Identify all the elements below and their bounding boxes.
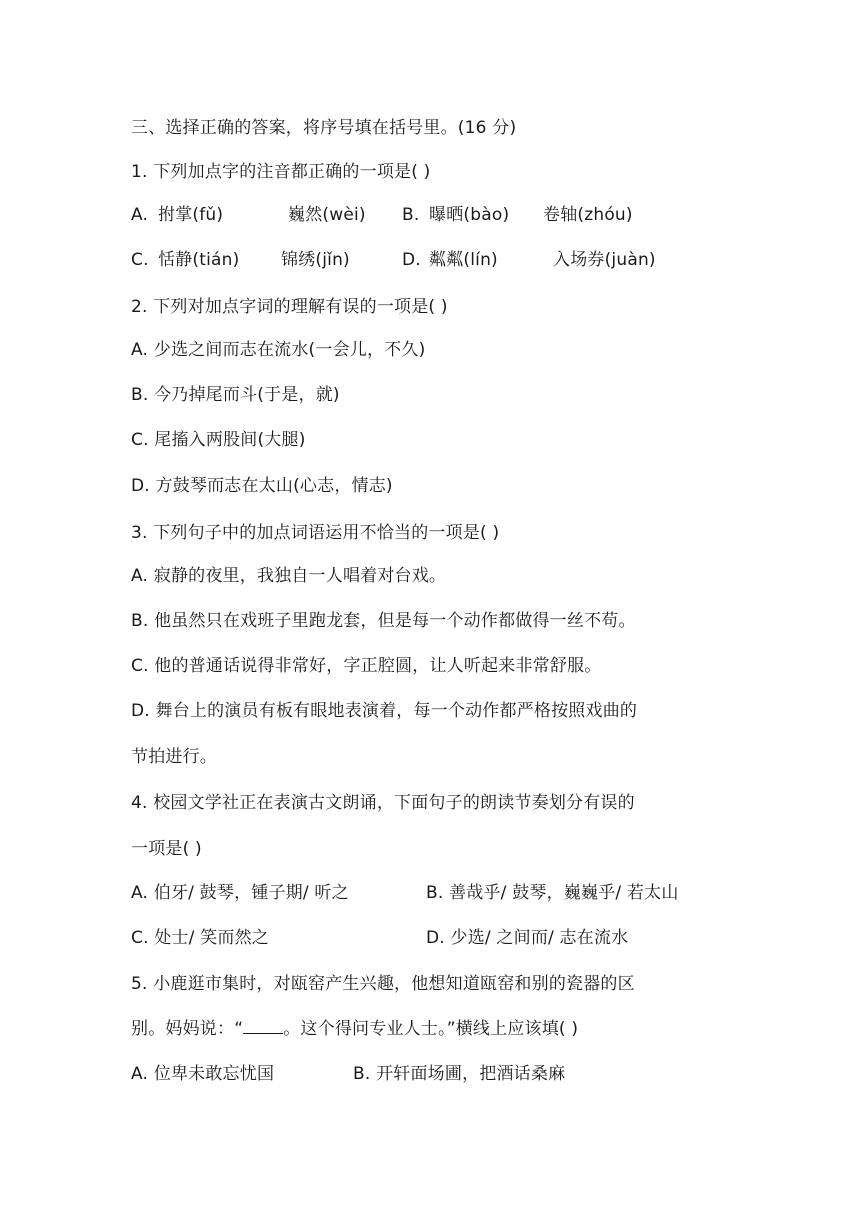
section-title: 三、选择正确的答案，将序号填在括号里。(16 分) bbox=[131, 118, 517, 138]
q1-options-row1 bbox=[131, 204, 751, 228]
q1-option-d-label: D. bbox=[402, 250, 421, 270]
q2-option-b: B. 今乃掉尾而斗(于是，就) bbox=[131, 385, 340, 405]
q3-option-a: A. 寂静的夜里，我独自一人唱着对台戏。 bbox=[131, 566, 447, 586]
q1-option-a-word2: 巍然(wèi) bbox=[288, 205, 366, 225]
q4-options-row2 bbox=[131, 927, 751, 951]
q5-stem-line2-after-blank: 。这个得问专业人士。”横线上应该填( ) bbox=[283, 1019, 579, 1039]
q3-option-d-line1: D. 舞台上的演员有板有眼地表演着，每一个动作都严格按照戏曲的 bbox=[131, 701, 638, 721]
q1-option-c-word1: 恬静(tián) bbox=[158, 250, 240, 270]
q5-option-b: B. 开轩面场圃，把酒话桑麻 bbox=[353, 1064, 566, 1084]
q1-options-row2 bbox=[131, 249, 751, 273]
q2-option-c: C. 尾搐入两股间(大腿) bbox=[131, 430, 306, 450]
q2-stem: 2. 下列对加点字词的理解有误的一项是( ) bbox=[131, 297, 448, 317]
q5-stem-line2 bbox=[131, 1018, 578, 1040]
q1-option-a-label: A. bbox=[131, 205, 149, 225]
q3-option-c: C. 他的普通话说得非常好，字正腔圆，让人听起来非常舒服。 bbox=[131, 656, 602, 676]
q1-option-d-word2: 入场券(juàn) bbox=[553, 250, 656, 270]
q5-stem-line2-before-blank: 别。妈妈说：“ bbox=[131, 1019, 244, 1039]
q4-options-row1 bbox=[131, 882, 751, 906]
q4-option-d: D. 少选/ 之间而/ 志在流水 bbox=[426, 928, 629, 948]
q4-option-a: A. 伯牙/ 鼓琴，锺子期/ 听之 bbox=[131, 883, 349, 903]
q3-stem: 3. 下列句子中的加点词语运用不恰当的一项是( ) bbox=[131, 523, 500, 543]
q4-stem-line1: 4. 校园文学社正在表演古文朗诵，下面句子的朗读节奏划分有误的 bbox=[131, 793, 635, 813]
q2-option-d: D. 方鼓琴而志在太山(心志，情志) bbox=[131, 476, 393, 496]
q1-option-b-label: B. bbox=[402, 205, 420, 225]
q1-option-c-word2: 锦绣(jǐn) bbox=[281, 250, 350, 270]
q2-option-a: A. 少选之间而志在流水(一会儿，不久) bbox=[131, 340, 426, 360]
q4-option-c: C. 处士/ 笑而然之 bbox=[131, 928, 270, 948]
q5-answer-blank bbox=[243, 1019, 283, 1034]
q1-stem: 1. 下列加点字的注音都正确的一项是( ) bbox=[131, 162, 431, 182]
q3-option-d-line2: 节拍进行。 bbox=[131, 747, 217, 767]
q5-stem-line1: 5. 小鹿逛市集时，对瓯窑产生兴趣，他想知道瓯窑和别的瓷器的区 bbox=[131, 974, 635, 994]
q1-option-a-word1: 拊掌(fǔ) bbox=[158, 205, 224, 225]
q3-option-b: B. 他虽然只在戏班子里跑龙套，但是每一个动作都做得一丝不苟。 bbox=[131, 611, 636, 631]
q4-option-b: B. 善哉乎/ 鼓琴，巍巍乎/ 若太山 bbox=[426, 883, 679, 903]
q1-option-d-word1: 粼粼(lín) bbox=[429, 250, 498, 270]
q5-option-a: A. 位卑未敢忘忧国 bbox=[131, 1064, 275, 1084]
q4-stem-line2: 一项是( ) bbox=[131, 839, 202, 859]
q5-options-row1 bbox=[131, 1063, 751, 1087]
q1-option-b-word2: 卷轴(zhóu) bbox=[543, 205, 633, 225]
q1-option-b-word1: 曝晒(bào) bbox=[429, 205, 510, 225]
q1-option-c-label: C. bbox=[131, 250, 149, 270]
